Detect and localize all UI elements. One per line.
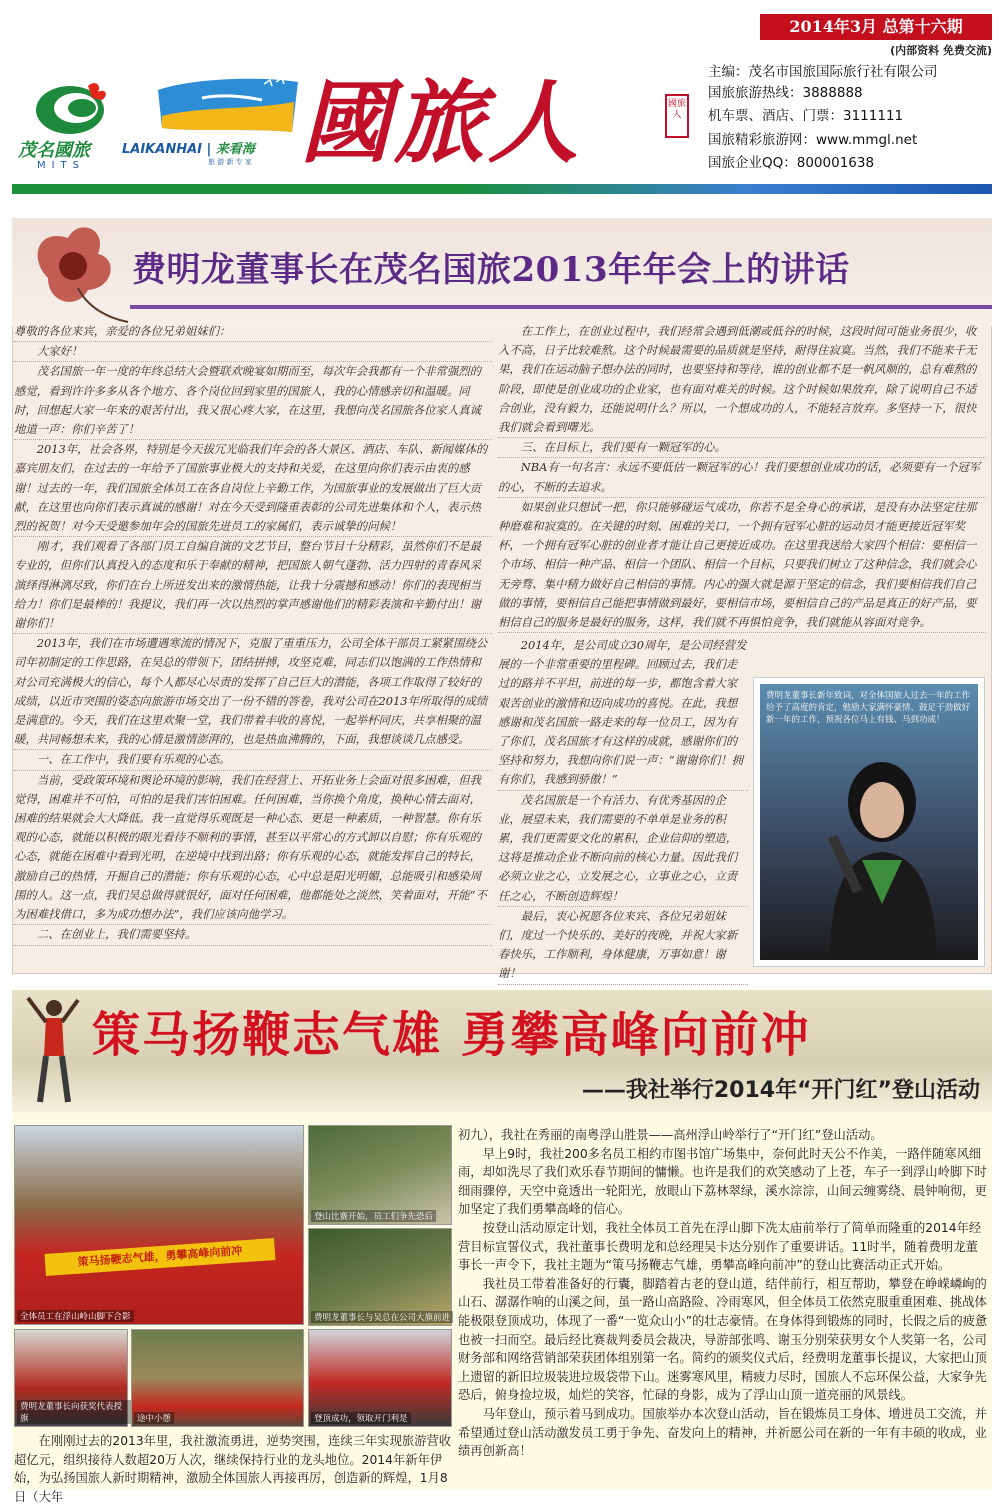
article2-right-text <box>458 1126 990 1492</box>
editor-line: 主编：茂名市国旅国际旅行社有限公司 <box>708 64 938 80</box>
photo-caption: 费明龙董事长与吴总在公司大旗前进 <box>311 1311 453 1323</box>
paragraph: NBA有一句名言：永远不要低估一颗冠军的心！我们要想创业成功的话，必须要有一个冠军的心，不断的去追求。 <box>498 458 986 497</box>
paragraph: 按登山活动原定计划，我社全体员工首先在浮山脚下冼太庙前举行了简单而隆重的2014年经营目标宣誓仪式，我社董事长费明龙和总经理吴卡达分别作了重要讲话。11时半，随着费明龙董事长一声令下，我社主题为“策马扬鞭志气雄，勇攀高峰向前冲”的登山比赛活动正式开始。 <box>458 1220 982 1273</box>
laikanhai-logo-tagline: 旅 游 新 专 家 <box>208 158 252 166</box>
article1-title: 费明龙董事长在茂名国旅2013年年会上的讲话 <box>132 250 850 290</box>
laikanhai-logo-name: LAIKANHAI <box>122 142 202 157</box>
summit-photo <box>308 1329 452 1427</box>
photo-caption: 途中小憩 <box>134 1412 174 1424</box>
paragraph: 初九），我社在秀丽的南粤浮山胜景——高州浮山岭举行了“开门红”登山活动。 <box>458 1128 883 1142</box>
article1-title-rule <box>130 305 992 309</box>
paragraph: 在刚刚过去的2013年里，我社激流勇进，逆势突围，连续三年实现旅游营收超亿元，组织接待人数超20万人次，继续保持行业的龙头地位。2014年新年伊始，为弘扬国旅人新时期精神，激励全体国旅人再接再厉，创造新的辉煌，1月8日（大年 <box>14 1434 452 1504</box>
paragraph: 最后，衷心祝愿各位来宾、各位兄弟姐妹们，度过一个快乐的、美好的夜晚，并祝大家新春快乐，工作顺利，身体健康，万事如意！谢谢！ <box>498 907 748 985</box>
photo-caption: 登顶成功，领取开门利是 <box>311 1412 411 1424</box>
article1-right-column-top <box>498 322 986 674</box>
chairman-flag-photo <box>308 1228 452 1326</box>
chairman-photo <box>754 678 984 966</box>
speaker-figure-icon <box>760 684 978 960</box>
mits-logo-name: 茂名國旅 <box>18 140 90 161</box>
flag-presentation-photo <box>14 1329 128 1427</box>
laikanhai-logo-icon <box>152 76 302 134</box>
issue-banner: 2014年3月 总第十六期 <box>760 14 992 40</box>
masthead-seal: 國旅 人 <box>665 94 689 138</box>
paragraph: 茂名国旅是一个有活力、有优秀基因的企业，展望未来，我们需要的不单单是业务的积累，我们更需要文化的累积，企业信仰的塑造，这将是推动企业不断向前的核心力量。因此我们必须立业之心，立发展之心，立事业之心，立责任之心，不断创造辉煌！ <box>498 791 748 907</box>
paragraph: 我社员工带着准备好的行囊，脚踏着古老的登山道，结伴前行，相互帮助，攀登在峥嵘嶙峋的山石、潺潺作响的山溪之间，虽一路山高路险、冷雨寒风，但全体员工依然克服重重困难、挑战体能极限登顶成功，体现了一番“一览众山小”的壮志豪情。在身体得到锻炼的同时，长假之后的疲惫也被一扫而空。最后经比赛裁判委员会裁决，导游部张鸣、谢玉分别荣获男女个人奖第一名，公司财务部和网络营销部荣获团体组别第一名。简约的颁奖仪式后，经费明龙董事长提议，大家把山顶上遗留的新旧垃圾装进垃圾袋带下山。迷雾寒风里，精疲力尽时，国旅人不忘环保公益，大家争先恐后，俯身捡垃圾，灿烂的笑容，忙碌的身影，成为了浮山山顶一道亮丽的风景线。 <box>458 1276 988 1403</box>
laikanhai-logo-cn: 来看海 <box>215 142 255 157</box>
article1-right-column-bottom <box>498 636 748 981</box>
paragraph: 2013年，我们在市场遭遇寒流的情况下，克服了重重压力，公司全体干部员工紧紧围绕公司年初制定的工作思路，在吴总的带领下，团结拼搏，攻坚克难，同志们以饱满的工作热情和对公司充满极大的信心，每个人都尽心尽责的发挥了自己巨大的潜能，各项工作取得了较好的成绩，以近市突围的姿态向旅游市场交出了一份不错的答卷，我对公司在2013年所取得的成绩是满意的。今天，我们在这里欢聚一堂，我们带着丰收的喜悦，一起举杯同庆，共享相聚的温暖，共同畅想未来，我的心情是激情澎湃的，也是热血沸腾的，下面，我想谈谈几点感受。 <box>14 634 492 750</box>
laikanhai-logo-text: LAIKANHAI | 来看海 <box>122 142 255 157</box>
article2-left-text <box>14 1432 454 1504</box>
group-photo <box>14 1125 304 1325</box>
chairman-photo-caption: 费明龙董事长新年致词，对全体国旅人过去一年的工作给予了高度的肯定，勉励大家满怀豪情、鼓足干劲做好新一年的工作，预祝各位马上有钱、马到功成！ <box>766 691 971 725</box>
paragraph: 二、在创业上，我们需要坚持。 <box>14 925 492 945</box>
article2-title: 策马扬鞭志气雄 勇攀高峰向前冲 <box>92 1007 811 1063</box>
paragraph: 在工作上，在创业过程中，我们经常会遇到低潮或低谷的时候，这段时间可能业务很少，收入不高，日子比较难熬。这个时候最需要的品质就是坚持，耐得住寂寞。当然，我们不能来千无果，我们在运动脑子想办法的同时，也要坚持和等待，谁的创业都不是一帆风顺的，总有难熬的阶段，即使是创业成功的企业家，也有面对难关的时候。这个时候如果放弃，除了说明自己不适合创业，没有毅力，还能说明什么？所以，一个想成功的人，不能轻言放弃。多坚持一下，很快我们就会看到曙光。 <box>498 322 986 438</box>
article1-left-column <box>14 322 492 972</box>
paragraph: 大家好！ <box>14 342 492 362</box>
photo-caption: 登山比赛开始，员工们争先恐后 <box>311 1210 436 1222</box>
group-photo-banner: 策马扬鞭志气雄，勇攀高峰向前冲 <box>45 1238 276 1276</box>
mits-logo <box>18 78 128 171</box>
hotline-line: 国旅旅游热线：3888888 <box>708 85 863 101</box>
paragraph: 如果创业只想试一把，你只能够碰运气成功，你若不是全身心的承诺，是没有办法坚定往那种磨难和寂寞的。在关键的时刻、困难的关口，一个拥有冠军心脏的运动员才能更接近冠军奖杯，一个拥有冠军心脏的创业者才能让自己更接近成功。在这里我送给大家四个相信：要相信一个市场、相信一种产品、相信一个团队、相信一个目标，只要我们树立了这种信念，我们就会心无旁骛、集中精力做好自己相信的事情。内心的强大就是源于坚定的信念，我们要相信我们自己做的事情，要相信自己能把事情做到最好，要相信市场，要相信自己的产品是真正的好产品，要相信自己的服务是最好的服务，这样，我们就不再惧怕竞争，我们就能从容面对竞争。 <box>498 498 986 633</box>
hiker-icon <box>18 992 88 1110</box>
website-line: 国旅精彩旅游网：www.mmgl.net <box>708 132 918 148</box>
paragraph: 2013年，社会各界，特别是今天拔冗光临我们年会的各大景区、酒店、车队、新闻媒体的嘉宾朋友们，在过去的一年给予了国旅事业极大的支持和关爱，在这里向你们表示由衷的感谢！过去的一年，我们国旅全体员工在各自岗位上辛勤工作，为国旅事业的发展做出了巨大贡献，在这里也向你们表示真诚的感谢！对在今天受到隆重表彰的公司先进集体和个人，表示热烈的祝贺！对今天受邀参加年会的国旅先进员工的家属们，表示诚挚的问候！ <box>14 440 492 537</box>
paragraph: 马年登山，预示着马到成功。国旅举办本次登山活动，旨在锻炼员工身体、增进员工交流，并希望通过登山活动激发员工勇于争先、奋发向上的精神，并祈愿公司在新的一年有丰硕的收成，业绩再创新高！ <box>458 1406 987 1459</box>
hike-start-photo <box>308 1125 452 1225</box>
paragraph: 一、在工作中，我们要有乐观的心态。 <box>14 750 492 770</box>
mits-logo-icon <box>18 78 128 138</box>
masthead-divider <box>12 184 992 194</box>
flower-decoration-icon <box>18 218 138 326</box>
rest-break-photo <box>131 1329 304 1427</box>
photo-caption: 费明龙董事长向获奖代表授旗 <box>17 1400 131 1424</box>
tickets-line: 机车票、酒店、门票：3111111 <box>708 108 904 124</box>
laikanhai-logo <box>122 76 300 168</box>
paragraph: 早上9时，我社200多名员工相约市图书馆广场集中，奈何此时天公不作美，一路伴随寒风细雨，却如洗尽了我们欢乐春节期间的慵懒。也许是我们的欢笑感动了上苍，车子一到浮山岭脚下时细雨骤停，天空中竟透出一轮阳光，放眼山下荔林翠绿，溪水淙淙，山间云缠雾绕、晨钟响彻，更加坚定了我们勇攀高峰的信心。 <box>458 1146 987 1217</box>
paragraph: 尊敬的各位来宾，亲爱的各位兄弟姐妹们： <box>14 322 492 342</box>
paragraph: 当前，受政策环境和舆论环境的影响，我们在经营上、开拓业务上会面对很多困难，但我觉得，困难并不可怕，可怕的是我们害怕困难。任何困难，当你换个角度，换种心情去面对，困难的结果就会大大降低。我一直觉得乐观既是一种心态、更是一种素质，一种智慧。你有乐观的心态，就能以积极的眼光看待不顺利的事情，甚至以平常心的方式卸以自慰；你有乐观的心态，就能在困难中看到光明，在逆境中找到出路；你有乐观的心态，就能发挥自己的特长，激励自己的热情，开掘自己的潜能；你有乐观的心态，心中总是阳光明媚，总能吸引和感染周围的人。这一点，我们吴总做得就很好，面对任何困难，他都能处之淡然，笑着面对，开能“不为困难找借口，多为成功想办法”，我们应该向他学习。 <box>14 771 492 926</box>
qq-line: 国旅企业QQ：800001638 <box>708 155 875 171</box>
masthead-title: 國旅人 <box>300 70 582 176</box>
paragraph: 刚才，我们观看了各部门员工自编自演的文艺节目，整台节目十分精彩，虽然你们不是最专业的，但你们认真投入的态度和乐于奉献的精神，把国旅人朝气蓬勃、活力四射的青春风采演绎得淋漓尽致，你们在台上所迸发出来的激情热能，让我十分震撼和感动！你们的表现相当给力！你们是最棒的！我提议，我们再一次以热烈的掌声感谢他们的精彩表演和辛勤付出！谢谢你们！ <box>14 537 492 634</box>
mits-logo-sub: MITS <box>36 160 86 171</box>
issue-note: (内部资料 免费交流) <box>890 44 992 57</box>
photo-caption: 全体员工在浮山岭山脚下合影 <box>17 1310 134 1322</box>
paragraph: 茂名国旅一年一度的年终总结大会暨联欢晚宴如期而至，每次年会我都有一个非常强烈的感觉，看到许许多多从各个地方、各个岗位回到家里的国旅人，我的心情感亲切和温暖。同时，回想起大家一年来的艰苦付出，我又很心疼大家，在这里，我想向茂名国旅各位家人真诚地道一声：你们辛苦了！ <box>14 362 492 440</box>
paragraph: 2014年，是公司成立30周年，是公司经营发展的一个非常重要的里程碑。回顾过去，我们走过的路并不平坦，前进的每一步，都饱含着大家艰苦创业的激情和迈向成功的喜悦。在此，我想感谢和茂名国旅一路走来的每一位员工，因为有了你们，茂名国旅才有这样的成就，感谢你们的坚持和努力，我想向你们说一声：“谢谢你们！拥有你们，我感到骄傲！” <box>498 636 748 791</box>
article2-subtitle: ——我社举行2014年“开门红”登山活动 <box>581 1078 980 1103</box>
paragraph: 三、在目标上，我们要有一颗冠军的心。 <box>498 438 986 458</box>
